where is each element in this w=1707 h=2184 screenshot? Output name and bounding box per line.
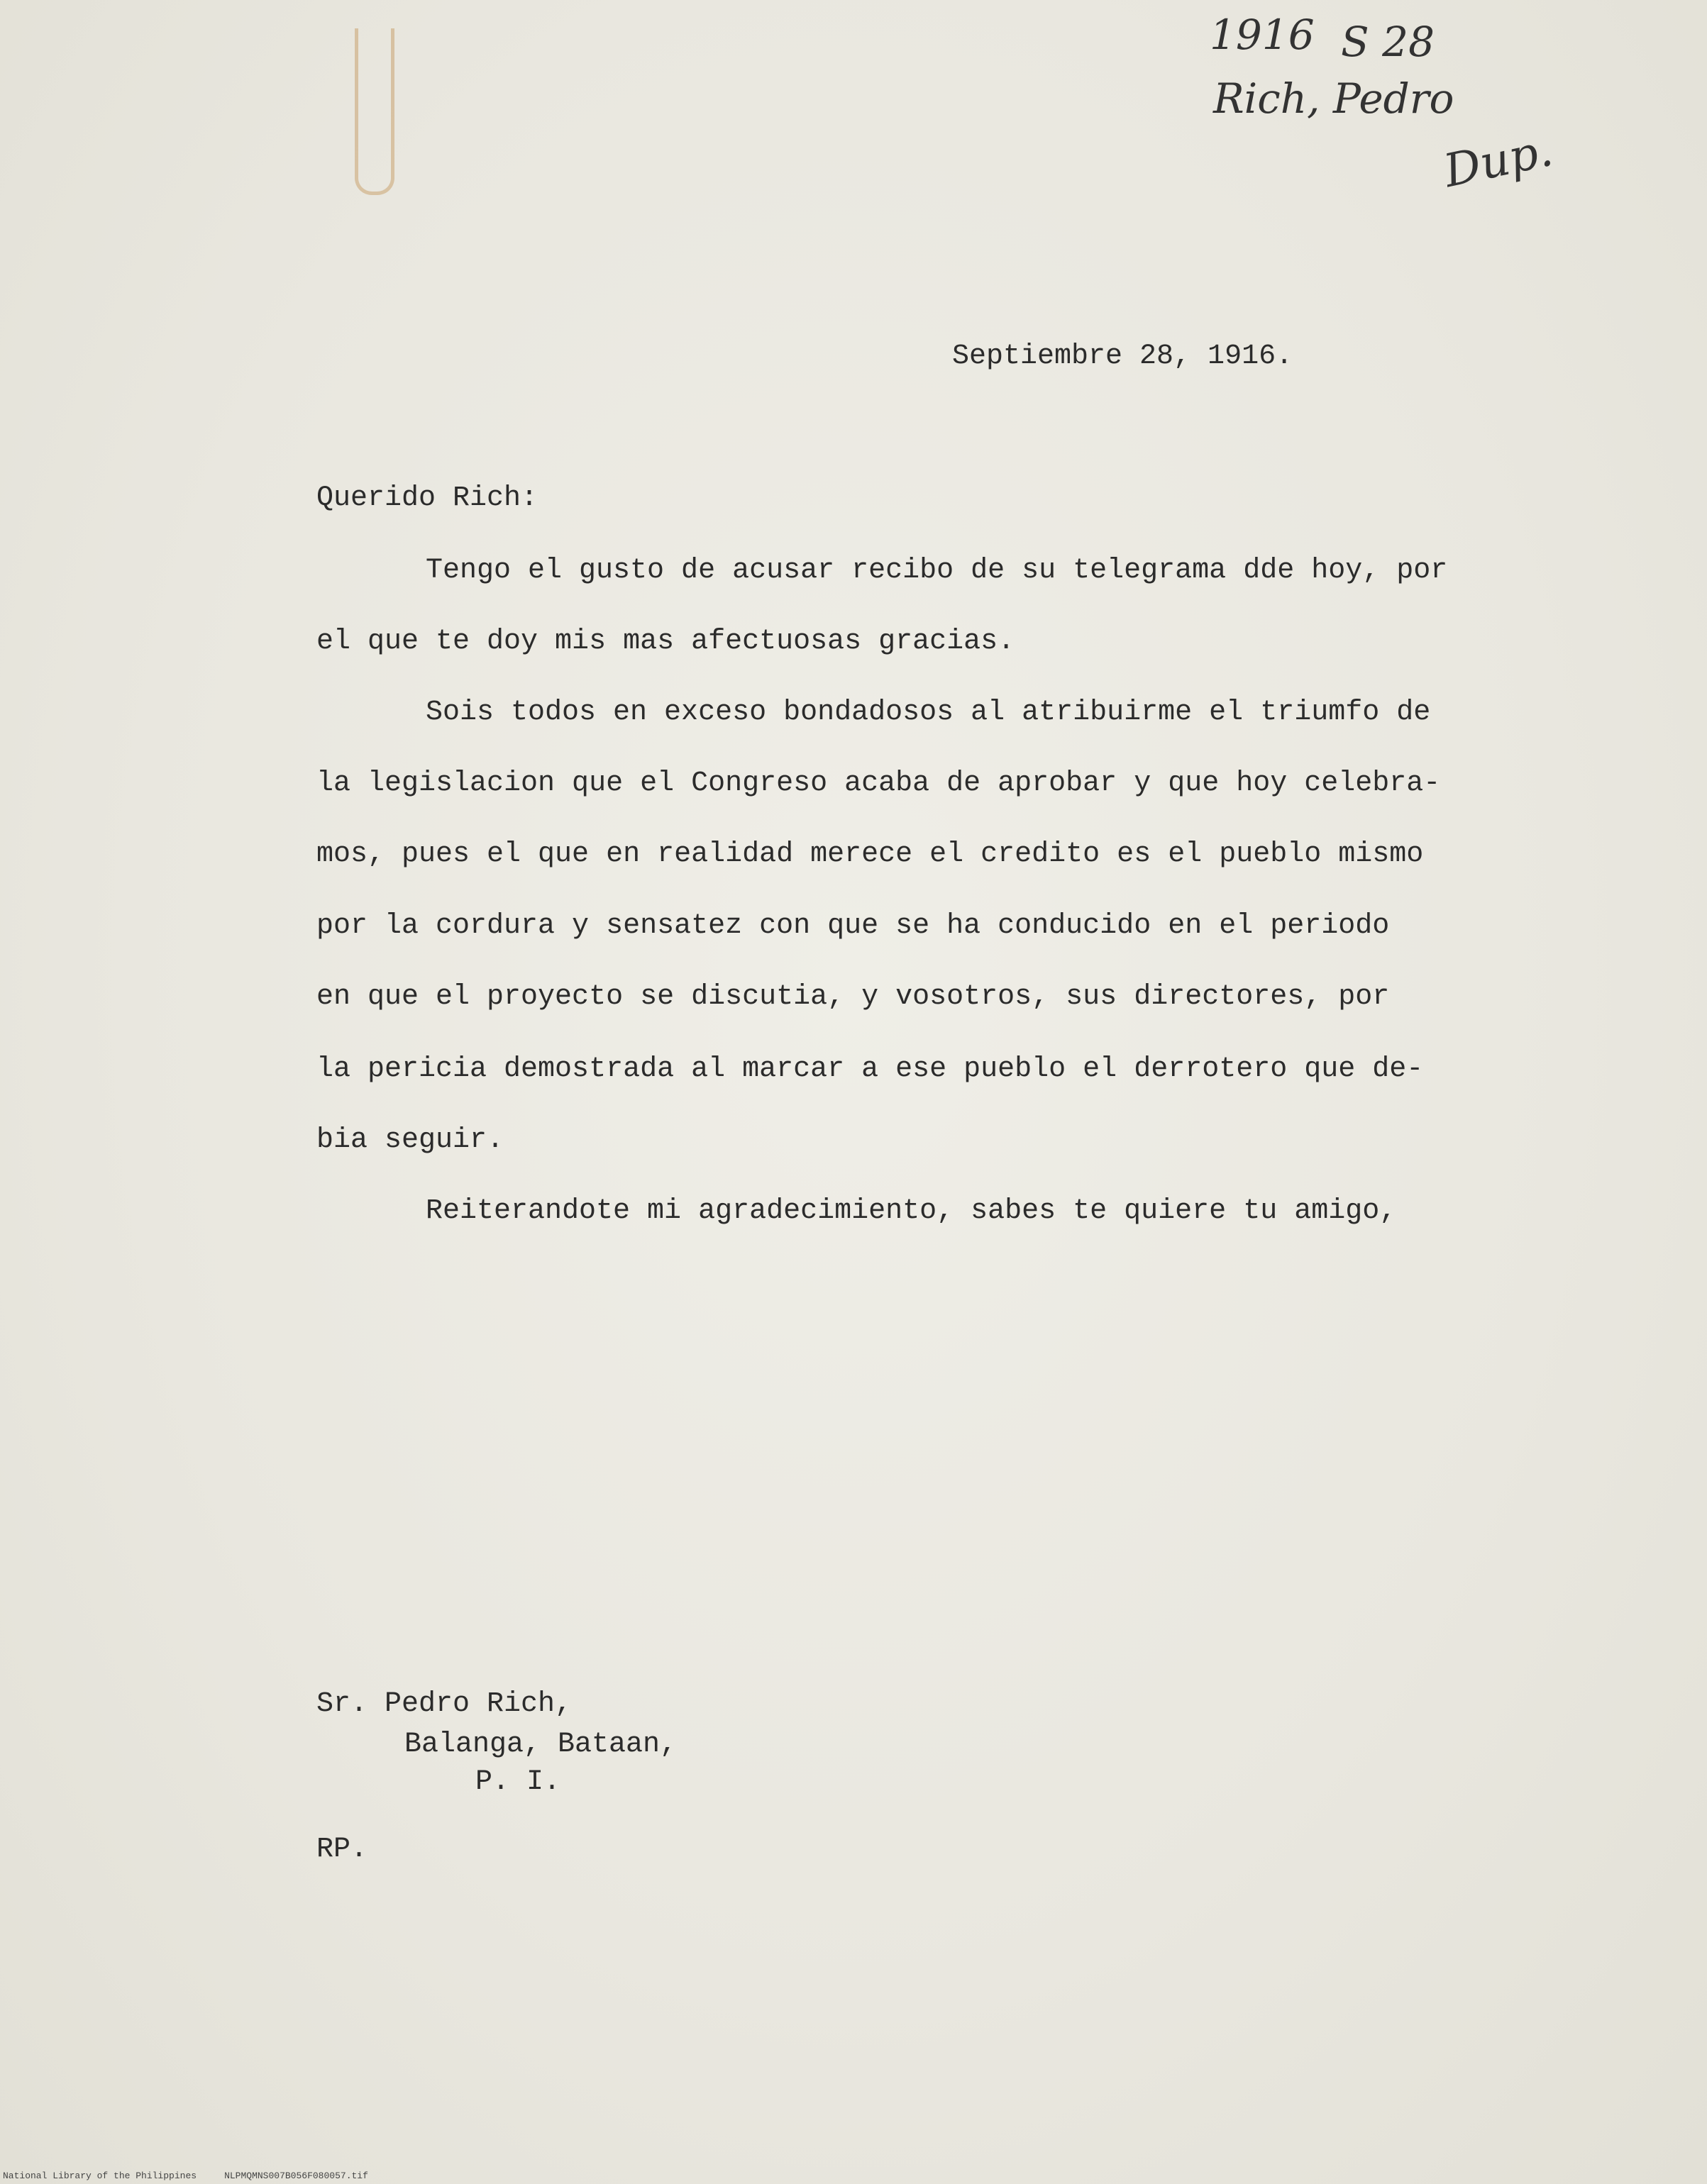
body-line: el que te doy mis mas afectuosas gracias. xyxy=(316,626,1015,658)
letter-date: Septiembre 28, 1916. xyxy=(952,340,1293,372)
salutation: Querido Rich: xyxy=(316,482,538,514)
body-line: mos, pues el que en realidad merece el credito es el pueblo mismo xyxy=(316,838,1424,870)
paperclip-stain xyxy=(355,28,394,195)
body-line: Tengo el gusto de acusar recibo de su telegrama dde hoy, por xyxy=(426,555,1448,587)
annotation-duplicate: Dup. xyxy=(1439,123,1557,199)
annotation-folio: S 28 xyxy=(1341,18,1435,66)
body-line: la legislacion que el Congreso acaba de aprobar y que hoy celebra- xyxy=(316,767,1441,799)
closing-line: Reiterandote mi agradecimiento, sabes te quiere tu amigo, xyxy=(426,1195,1397,1227)
body-line: bia seguir. xyxy=(316,1124,504,1156)
footer-file: NLPMQMNS007B056F080057.tif xyxy=(224,2171,368,2181)
annotation-name: Rich, Pedro xyxy=(1213,74,1454,123)
address-town: Balanga, Bataan, xyxy=(404,1729,678,1761)
body-line: Sois todos en exceso bondadosos al atribuirme el triumfo de xyxy=(426,697,1431,728)
footer-library: National Library of the Philippines xyxy=(3,2171,197,2181)
typist-initials: RP. xyxy=(316,1834,368,1866)
address-name: Sr. Pedro Rich, xyxy=(316,1688,573,1720)
body-line: la pericia demostrada al marcar a ese pueblo el derrotero que de- xyxy=(316,1053,1424,1085)
address-country: P. I. xyxy=(475,1766,561,1798)
annotation-year: 1916 xyxy=(1210,11,1315,59)
body-line: en que el proyecto se discutia, y vosotros, sus directores, por xyxy=(316,981,1390,1013)
footer-caption xyxy=(3,2171,368,2181)
body-line: por la cordura y sensatez con que se ha conducido en el periodo xyxy=(316,910,1390,942)
